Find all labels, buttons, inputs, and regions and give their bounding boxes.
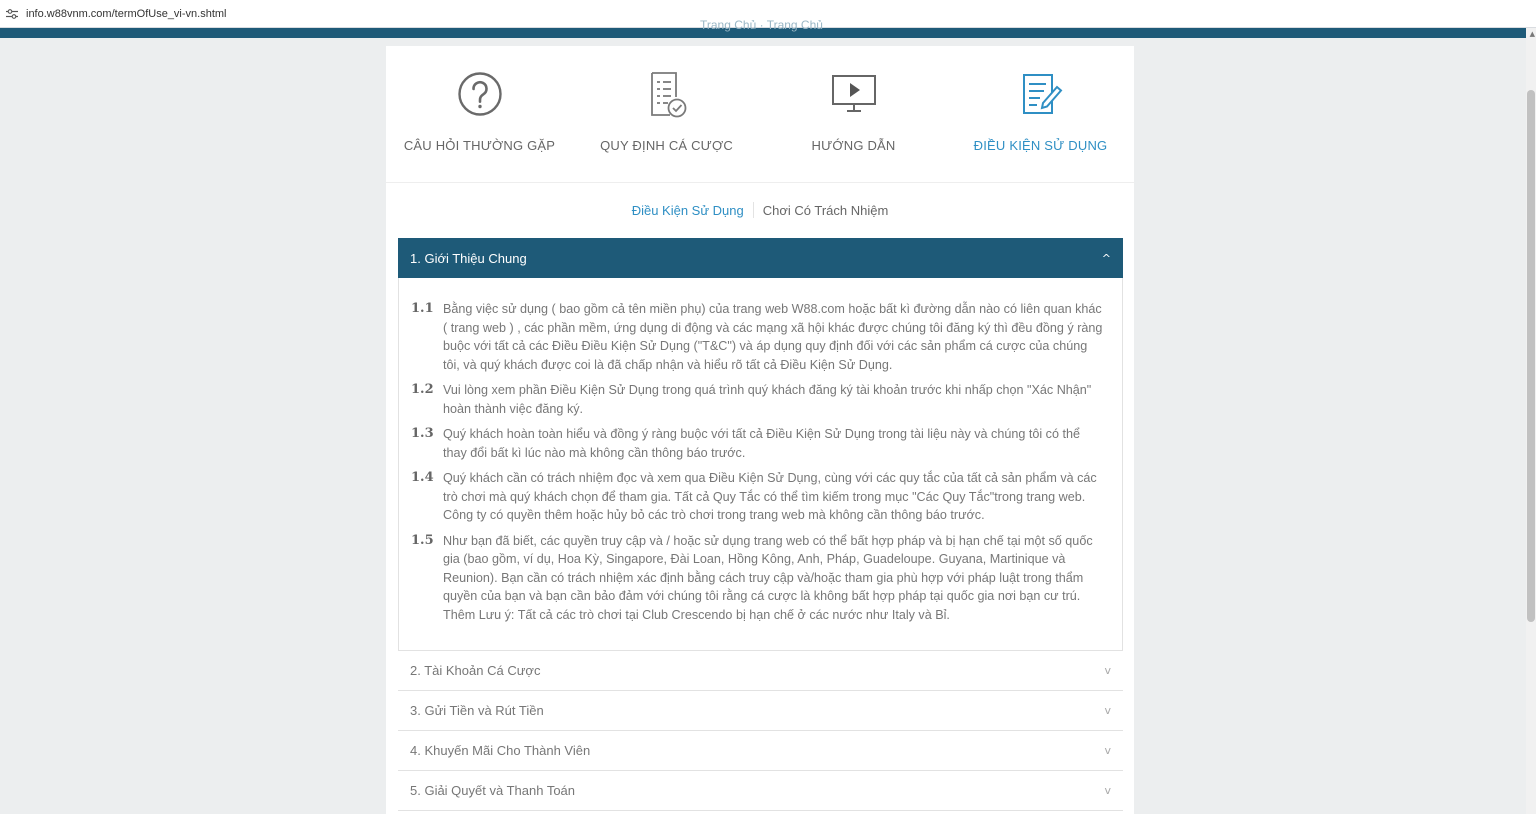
- document-check-icon: [642, 70, 692, 120]
- clause-number: 1.2: [411, 382, 434, 397]
- nav-faq[interactable]: [386, 46, 573, 182]
- terms-accordion: [398, 238, 1123, 811]
- nav-label: QUY ĐỊNH CÁ CƯỢC: [600, 138, 733, 153]
- chevron-down-icon: v: [1104, 784, 1111, 797]
- section-title: 5. Giải Quyết và Thanh Toán: [410, 783, 576, 798]
- nav-label: HƯỚNG DẪN: [811, 138, 896, 153]
- clause-number: 1.5: [411, 532, 434, 548]
- section-header-collapsed[interactable]: [398, 731, 1123, 771]
- section-header-expanded[interactable]: [398, 238, 1123, 278]
- section-header-collapsed[interactable]: [398, 771, 1123, 811]
- subtab-responsible-gaming[interactable]: Chơi Có Trách Nhiệm: [762, 202, 889, 218]
- nav-betting-rules[interactable]: [573, 46, 760, 182]
- header-band: [0, 18, 1526, 38]
- tune-icon[interactable]: [6, 8, 20, 20]
- header-band-text: Trang Chủ · Trang Chủ: [700, 18, 823, 32]
- content-panel: [386, 46, 1134, 814]
- clause-number: 1.3: [411, 426, 434, 441]
- url-text[interactable]: info.w88vnm.com/termOfUse_vi-vn.shtml: [26, 7, 227, 20]
- section-title: 1. Giới Thiệu Chung: [410, 250, 527, 266]
- nav-guide[interactable]: [760, 46, 947, 182]
- section-body: [398, 278, 1123, 651]
- section-title: 4. Khuyến Mãi Cho Thành Viên: [410, 743, 591, 758]
- clause-number: 1.4: [411, 470, 434, 485]
- section-title: 2. Tài Khoản Cá Cược: [410, 663, 541, 678]
- clause-text: Quý khách cần có trách nhiệm đọc và xem qua Điều Kiện Sử Dụng, cùng với các quy tắc của tất cả sản phẩm và các trò chơi mà quý khách chọn để tham gia. Tất cả Quy Tắc có thể tìm kiếm trong mục "Các Quy Tắc"trong trang web. Công ty có quyền thêm hoặc hủy bỏ các trò chơi trong trang web mà không cần thông báo trước.: [443, 471, 1097, 522]
- chevron-down-icon: v: [1104, 744, 1111, 757]
- page-scrollbar[interactable]: [1526, 28, 1536, 814]
- clause-text: Bằng việc sử dụng ( bao gồm cả tên miền phụ) của trang web W88.com hoặc bất kì đường dẫn nào có liên quan khác ( trang web ) , các phần mềm, ứng dụng di động và các mạng xã hội khác được chúng tôi đăng ký thì đều đồng ý ràng buộc với tất cả các Điều Điều Kiện Sử Dụng ("T&C") và áp dụng quy định đối với các sản phẩm cá cược của chúng tôi, và quý khách được coi là đã chấp nhận và hiểu rõ tất cả Điều Kiện Sử Dụng.: [443, 302, 1103, 372]
- clause-item: [411, 381, 1106, 418]
- category-nav: [386, 46, 1134, 183]
- chevron-down-icon: v: [1104, 664, 1111, 677]
- question-circle-icon: [455, 70, 505, 120]
- clause-text: Vui lòng xem phần Điều Kiện Sử Dụng trong quá trình quý khách đăng ký tài khoản trước khi nhấp chọn "Xác Nhận" hoàn thành việc đăng ký.: [443, 383, 1092, 416]
- clause-item: [411, 532, 1106, 625]
- scroll-thumb[interactable]: [1527, 90, 1535, 622]
- video-play-icon: [829, 70, 879, 120]
- chevron-down-icon: v: [1104, 704, 1111, 717]
- clause-text: Như bạn đã biết, các quyền truy cập và / hoặc sử dụng trang web có thể bất hợp pháp và bị hạn chế tại một số quốc gia (bao gồm, ví dụ, Hoa Kỳ, Singapore, Đài Loan, Hồng Kông, Anh, Pháp, Guadeloupe. Guyana, Martinique và Reunion). Bạn cần có trách nhiệm xác định bằng cách truy cập và/hoặc tham gia phù hợp với pháp luật trong thẩm quyền của bạn và bạn cần bảo đảm với chúng tôi rằng cá cược là không bất hợp pháp tại quốc gia nơi bạn cư trú. Thêm Lưu ý: Tất cả các trò chơi tại Club Crescendo bị hạn chế ở các nước như Italy và Bỉ.: [443, 533, 1093, 622]
- nav-label: ĐIỀU KIỆN SỬ DỤNG: [973, 138, 1108, 153]
- clause-text: Quý khách hoàn toàn hiểu và đồng ý ràng buộc với tất cả Điều Kiện Sử Dụng trong tài liệu này và chúng tôi có thể thay đổi bất kì lúc nào mà không cần thông báo trước.: [443, 427, 1080, 460]
- scroll-up-arrow-icon[interactable]: ▲: [1529, 30, 1535, 38]
- document-edit-icon: [1016, 70, 1066, 120]
- chevron-up-icon: ^: [1101, 251, 1111, 265]
- nav-label: CÂU HỎI THƯỜNG GẶP: [403, 138, 556, 153]
- sub-tabs: [386, 198, 1134, 222]
- clause-item: [411, 469, 1106, 525]
- clause-item: [411, 300, 1106, 374]
- clause-item: [411, 425, 1106, 462]
- section-header-collapsed[interactable]: [398, 691, 1123, 731]
- section-title: 3. Gửi Tiền và Rút Tiền: [410, 703, 544, 718]
- clause-number: 1.1: [411, 301, 434, 316]
- subtab-terms[interactable]: Điều Kiện Sử Dụng: [631, 202, 744, 218]
- section-header-collapsed[interactable]: [398, 651, 1123, 691]
- nav-terms-of-use[interactable]: [947, 46, 1134, 182]
